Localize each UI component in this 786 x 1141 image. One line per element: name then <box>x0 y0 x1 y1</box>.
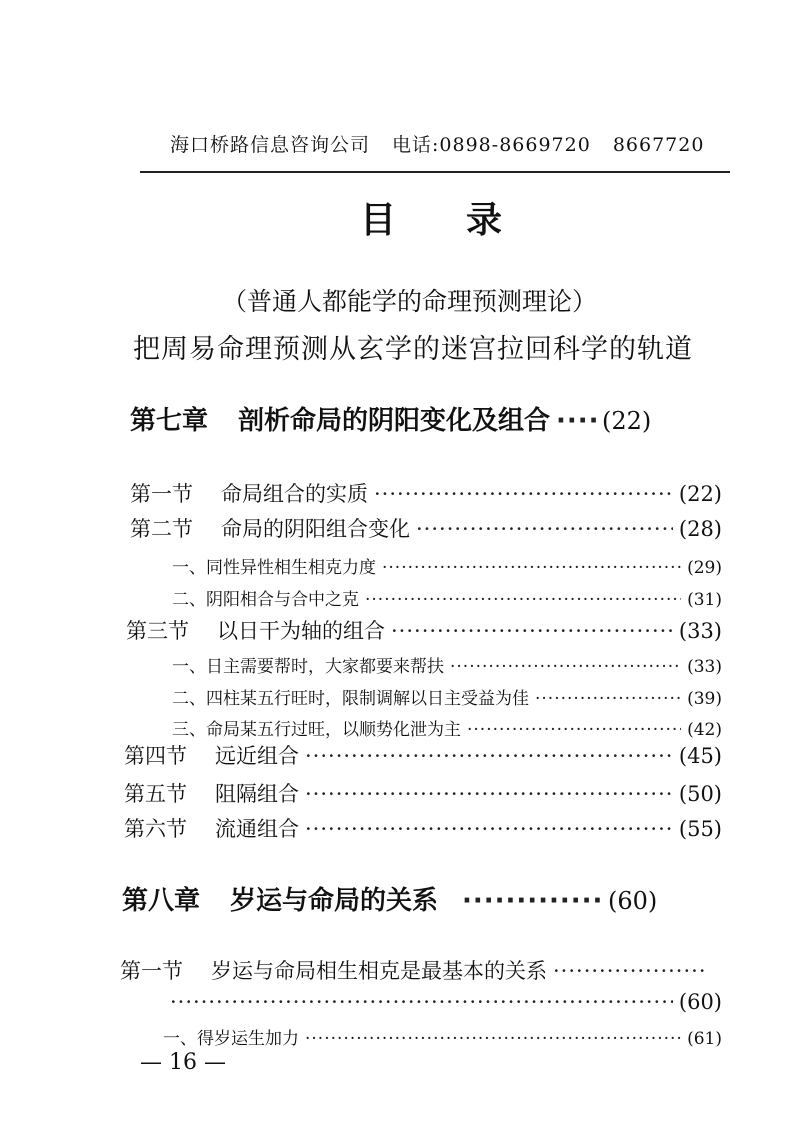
toc-page: (29) <box>687 558 722 578</box>
toc-label: 第四节 <box>124 744 187 768</box>
toc-title: 以日干为轴的组合 <box>217 619 385 643</box>
phone-number: 电话:0898-8669720 <box>392 134 591 156</box>
toc-title: 一、得岁运生加力 <box>163 1029 299 1049</box>
toc-leader <box>382 558 681 578</box>
toc-subitem[interactable] <box>172 553 722 578</box>
toc-title: 命局组合的实质 <box>221 482 368 506</box>
toc-subitem[interactable] <box>163 1024 722 1049</box>
toc-label: 第二节 <box>130 517 193 541</box>
toc-label: 第一节 <box>130 482 193 506</box>
toc-page: (28) <box>678 517 722 541</box>
toc-title: 二、四柱某五行旺时，限制调解以日主受益为佳 <box>172 689 529 709</box>
toc-leader <box>391 619 673 643</box>
toc-leader <box>305 782 673 806</box>
subtitle-2: 把周易命理预测从玄学的迷宫拉回科学的轨道 <box>133 334 693 365</box>
toc-title: 远近组合 <box>215 744 299 768</box>
toc-leader <box>535 689 681 709</box>
toc-page: (22) <box>678 482 722 506</box>
toc-page: (31) <box>687 590 722 610</box>
toc-page: (33) <box>678 619 722 643</box>
toc-page: (33) <box>687 657 722 677</box>
toc-title: 命局的阴阳组合变化 <box>221 517 410 541</box>
toc-label: 第六节 <box>124 817 187 841</box>
toc-title: 三、命局某五行过旺，以顺势化泄为主 <box>172 720 461 740</box>
toc-leader <box>365 590 681 610</box>
toc-page: (60) <box>678 990 722 1014</box>
company-name: 海口桥路信息咨询公司 <box>170 134 371 156</box>
toc-page: (50) <box>678 782 722 806</box>
toc-page: (60) <box>608 887 658 915</box>
toc-section[interactable] <box>124 778 722 808</box>
toc-section[interactable] <box>120 955 710 985</box>
toc-title: 岁运与命局相生相克是最基本的关系 <box>211 959 547 983</box>
toc-page: (45) <box>678 744 722 768</box>
toc-subitem[interactable] <box>172 585 722 610</box>
toc-leader <box>467 720 681 740</box>
toc-subitem[interactable] <box>172 684 722 709</box>
toc-section[interactable] <box>124 813 722 843</box>
toc-section[interactable] <box>124 740 722 770</box>
title-char-2: 录 <box>466 200 503 241</box>
toc-chapter-7[interactable] <box>130 400 722 437</box>
toc-label: 第三节 <box>126 619 189 643</box>
toc-label: 第一节 <box>120 959 183 983</box>
toc-title: 一、日主需要帮时，大家都要来帮扶 <box>172 657 444 677</box>
toc-chapter-8[interactable] <box>122 880 722 917</box>
subtitle-1: （普通人都能学的命理预测理论） <box>222 287 598 316</box>
toc-subitem[interactable] <box>172 715 722 740</box>
phone-number-2: 8667720 <box>612 134 705 156</box>
toc-label: 第八章 <box>122 886 201 916</box>
toc-page: (42) <box>687 720 722 740</box>
toc-label: 第七章 <box>130 406 209 436</box>
toc-leader <box>305 1029 681 1049</box>
toc-section-continued[interactable] <box>170 990 722 1014</box>
toc-title: 剖析命局的阴阳变化及组合 <box>238 406 551 436</box>
toc-section[interactable] <box>126 615 722 645</box>
toc-page: (39) <box>687 689 722 709</box>
toc-leader <box>450 657 681 677</box>
toc-leader <box>170 990 673 1014</box>
toc-page: (55) <box>678 817 722 841</box>
toc-title: 阻隔组合 <box>215 782 299 806</box>
toc-title: 流通组合 <box>215 817 299 841</box>
page-header <box>170 130 704 157</box>
toc-leader <box>305 744 673 768</box>
toc-leader <box>305 817 673 841</box>
header-rule <box>140 171 730 173</box>
toc-label: 第五节 <box>124 782 187 806</box>
toc-leader <box>416 517 673 541</box>
toc-subitem[interactable] <box>172 652 722 677</box>
toc-title: 一、同性异性相生相克力度 <box>172 558 376 578</box>
toc-leader <box>374 482 673 506</box>
toc-title: 二、阴阳相合与合中之克 <box>172 590 359 610</box>
toc-leader <box>553 959 704 983</box>
title-char-1: 目 <box>360 200 397 241</box>
toc-leader <box>556 406 596 436</box>
toc-title: 岁运与命局的关系 <box>230 886 439 916</box>
toc-page: (22) <box>602 407 652 435</box>
toc-page: (61) <box>687 1029 722 1049</box>
page-number: — 16 — <box>140 1050 226 1075</box>
toc-section[interactable] <box>130 478 722 508</box>
toc-leader <box>462 886 602 916</box>
page-title <box>360 192 502 243</box>
toc-section[interactable] <box>130 513 722 543</box>
